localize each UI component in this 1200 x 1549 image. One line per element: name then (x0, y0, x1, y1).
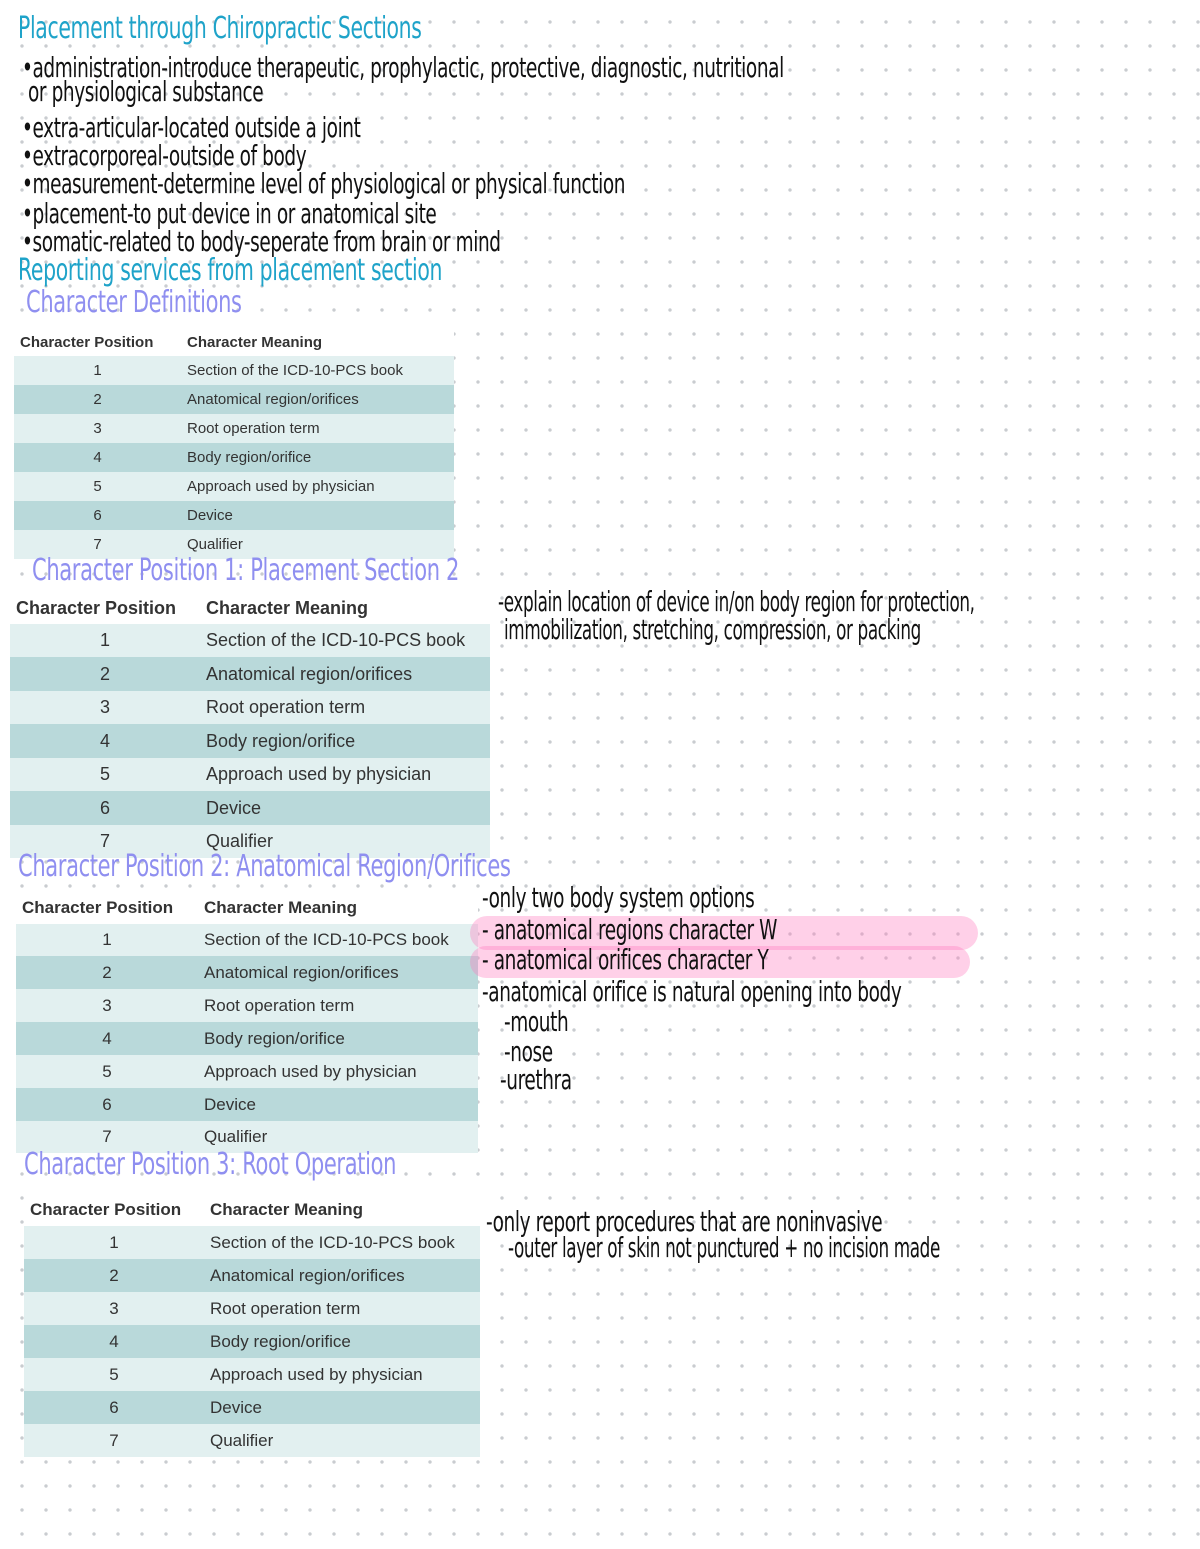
meaning-cell: Anatomical region/orifices (204, 1259, 480, 1292)
position-3-note: -only report procedures that are noninvasive (486, 1205, 883, 1238)
position-3-table (24, 1194, 480, 1457)
column-header-meaning: Character Meaning (198, 892, 478, 924)
definition-extracorporeal: •extracorporeal-outside of body (22, 139, 307, 172)
column-header-meaning: Character Meaning (200, 592, 490, 624)
page-title: Placement through Chiropractic Sections (18, 11, 422, 46)
position-cell: 3 (10, 691, 200, 724)
position-cell: 7 (14, 530, 181, 559)
meaning-cell: Root operation term (181, 414, 454, 443)
position-cell: 6 (24, 1391, 204, 1424)
position-cell: 2 (10, 657, 200, 691)
column-header-position: Character Position (10, 592, 200, 624)
column-header-meaning: Character Meaning (181, 328, 454, 356)
meaning-cell: Body region/orifice (200, 724, 490, 758)
position-cell: 1 (24, 1226, 204, 1259)
meaning-cell: Body region/orifice (198, 1022, 478, 1055)
meaning-cell: Device (198, 1088, 478, 1121)
position-2-note-definition: -anatomical orifice is natural opening into body (482, 975, 902, 1008)
meaning-cell: Section of the ICD-10-PCS book (200, 624, 490, 657)
position-cell: 2 (16, 956, 198, 989)
position-cell: 4 (24, 1325, 204, 1358)
position-cell: 1 (14, 356, 181, 385)
meaning-cell: Root operation term (204, 1292, 480, 1325)
position-cell: 5 (16, 1055, 198, 1088)
meaning-cell: Root operation term (198, 989, 478, 1022)
meaning-cell: Body region/orifice (204, 1325, 480, 1358)
meaning-cell: Qualifier (198, 1121, 478, 1153)
position-cell: 3 (14, 414, 181, 443)
example-mouth: -mouth (504, 1005, 569, 1038)
meaning-cell: Body region/orifice (181, 443, 454, 472)
position-cell: 6 (16, 1088, 198, 1121)
meaning-cell: Anatomical region/orifices (200, 657, 490, 691)
meaning-cell: Section of the ICD-10-PCS book (204, 1226, 480, 1259)
meaning-cell: Device (181, 501, 454, 530)
position-2-note-regions: - anatomical regions character W (482, 913, 778, 946)
position-3-heading: Character Position 3: Root Operation (24, 1147, 397, 1182)
meaning-cell: Qualifier (200, 825, 490, 858)
position-cell: 6 (14, 501, 181, 530)
meaning-cell: Section of the ICD-10-PCS book (181, 356, 454, 385)
position-cell: 1 (10, 624, 200, 657)
meaning-cell: Qualifier (204, 1424, 480, 1457)
reporting-heading: Reporting services from placement section (18, 253, 443, 288)
meaning-cell: Anatomical region/orifices (181, 385, 454, 414)
meaning-cell: Qualifier (181, 530, 454, 559)
meaning-cell: Approach used by physician (198, 1055, 478, 1088)
position-1-table (10, 592, 490, 858)
column-header-position: Character Position (24, 1194, 204, 1226)
meaning-cell: Root operation term (200, 691, 490, 724)
position-cell: 7 (16, 1121, 198, 1153)
meaning-cell: Approach used by physician (200, 758, 490, 791)
definition-administration: •administration-introduce therapeutic, prophylactic, protective, diagnostic, nutritional (22, 51, 784, 84)
meaning-cell: Device (200, 791, 490, 825)
column-header-meaning: Character Meaning (204, 1194, 480, 1226)
definition-measurement: •measurement-determine level of physiological or physical function (22, 167, 626, 200)
position-cell: 7 (10, 825, 200, 858)
position-cell: 1 (16, 924, 198, 956)
column-header-position: Character Position (14, 328, 181, 356)
definition-extra-articular: •extra-articular-located outside a joint (22, 111, 361, 144)
character-definitions-heading: Character Definitions (26, 285, 242, 320)
definition-administration-cont: or physiological substance (28, 75, 264, 108)
position-cell: 4 (16, 1022, 198, 1055)
position-cell: 6 (10, 791, 200, 825)
meaning-cell: Device (204, 1391, 480, 1424)
position-cell: 4 (14, 443, 181, 472)
meaning-cell: Section of the ICD-10-PCS book (198, 924, 478, 956)
position-cell: 3 (16, 989, 198, 1022)
character-definitions-table (14, 328, 454, 559)
position-2-table (16, 892, 478, 1153)
meaning-cell: Anatomical region/orifices (198, 956, 478, 989)
position-1-heading: Character Position 1: Placement Section 2 (32, 553, 460, 588)
definition-somatic: •somatic-related to body-seperate from brain or mind (22, 225, 501, 258)
column-header-position: Character Position (16, 892, 198, 924)
position-cell: 2 (14, 385, 181, 414)
position-cell: 5 (24, 1358, 204, 1391)
meaning-cell: Approach used by physician (204, 1358, 480, 1391)
position-3-note-cont: -outer layer of skin not punctured + no incision made (508, 1231, 940, 1264)
position-1-note-cont: immobilization, stretching, compression, or packing (504, 613, 921, 646)
definition-placement: •placement-to put device in or anatomical site (22, 197, 437, 230)
position-cell: 3 (24, 1292, 204, 1325)
example-nose: -nose (504, 1035, 553, 1068)
position-cell: 5 (10, 758, 200, 791)
example-urethra: -urethra (500, 1063, 572, 1096)
position-2-note-orifices: - anatomical orifices character Y (482, 943, 769, 976)
position-cell: 7 (24, 1424, 204, 1457)
position-cell: 2 (24, 1259, 204, 1292)
position-cell: 4 (10, 724, 200, 758)
position-2-note: -only two body system options (482, 881, 755, 914)
meaning-cell: Approach used by physician (181, 472, 454, 501)
position-1-note: -explain location of device in/on body region for protection, (498, 585, 975, 618)
position-cell: 5 (14, 472, 181, 501)
position-2-heading: Character Position 2: Anatomical Region/Orifices (18, 849, 511, 884)
